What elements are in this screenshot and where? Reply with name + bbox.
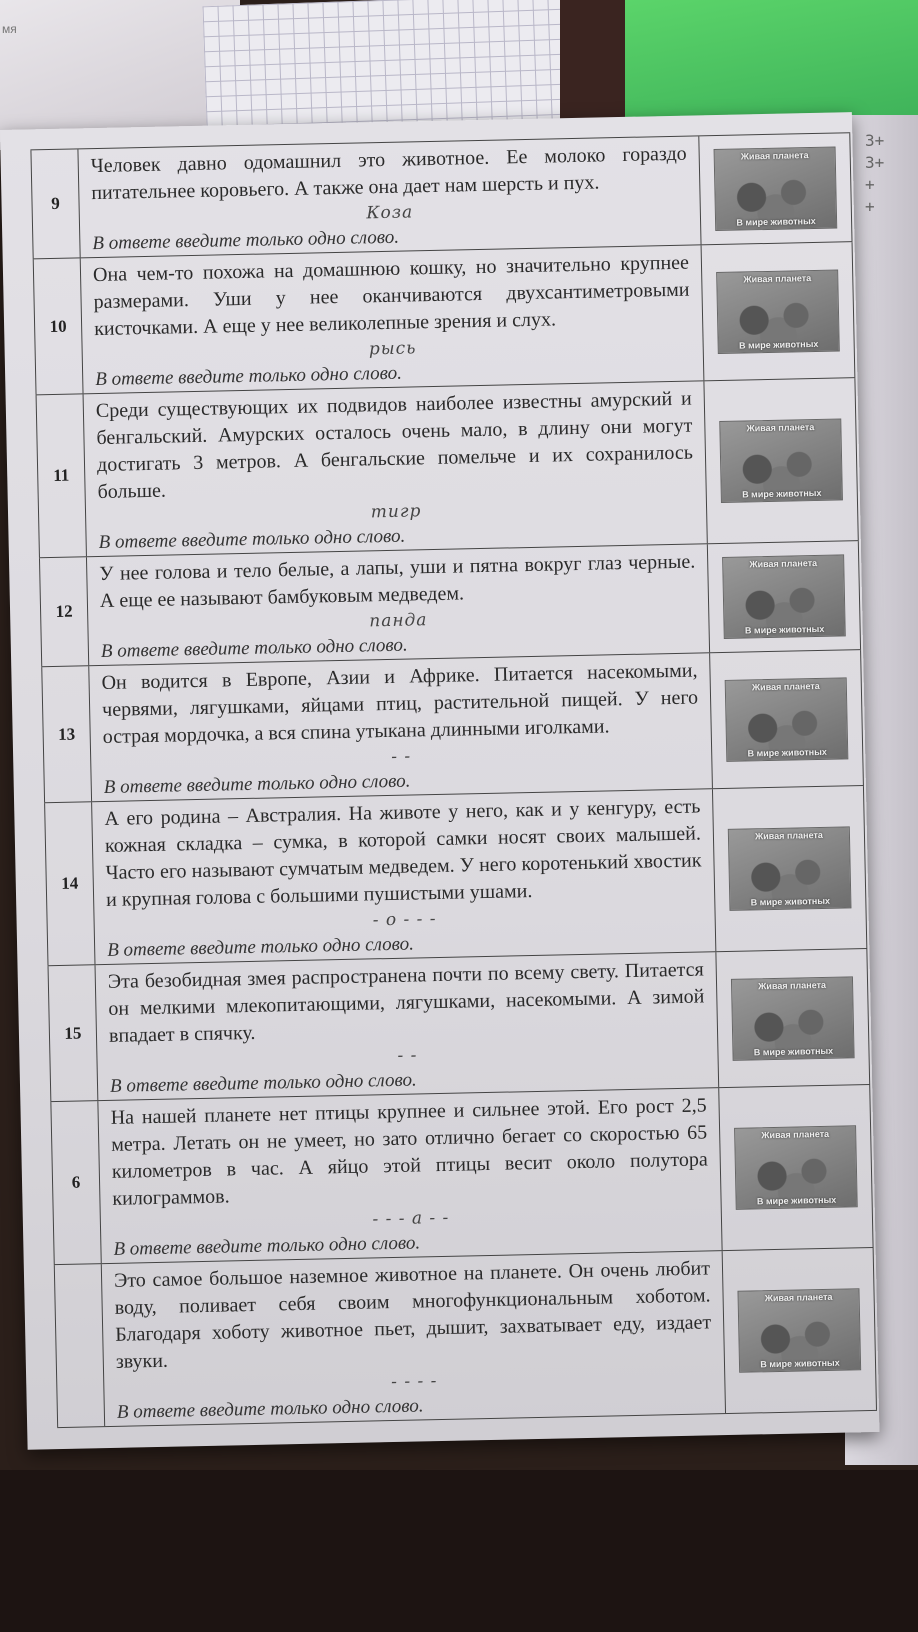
picture-title: Живая планета (758, 979, 827, 991)
picture-title: Живая планета (754, 829, 823, 842)
picture-caption: В мире животных (738, 338, 819, 351)
animal-picture (737, 1288, 861, 1373)
question-body (81, 245, 705, 393)
picture-cell (702, 242, 856, 380)
background-table-surface (0, 1470, 918, 1632)
question-body (89, 653, 713, 801)
handwritten-answer: рысь (368, 338, 417, 360)
question-text: Человек давно одомашнил это животное. Ее молоко гораздо питательнее коровьего. А также она дает нам шерсть и пух. (90, 142, 687, 205)
animal-picture (734, 1125, 858, 1210)
picture-cell (716, 949, 870, 1087)
question-number: 10 (33, 258, 84, 394)
picture-title: Живая планета (749, 557, 818, 570)
question-number (54, 1264, 105, 1427)
picture-title: Живая планета (740, 150, 809, 162)
worksheet-sheet (0, 112, 879, 1450)
answer-instruction: В ответе введите только одно слово. (103, 770, 411, 798)
question-text: Она чем-то похожа на домашнюю кошку, но значительно крупнее размерами. Уши у нее оканчиваются двухсантиметровыми кисточками. А еще у нее великолепные зрения и слух. (92, 251, 690, 341)
question-body (78, 136, 701, 257)
handwritten-answer: тигр (370, 501, 422, 523)
question-number: 11 (36, 394, 87, 557)
picture-cell (723, 1248, 877, 1413)
question-row (48, 949, 871, 1102)
question-number: 14 (44, 802, 95, 965)
answer-instruction: В ответе введите только одно слово. (92, 226, 400, 255)
answer-instruction: В ответе введите только одно слово. (113, 1232, 421, 1260)
question-number: 15 (48, 965, 99, 1101)
picture-caption: В мире животных (742, 487, 822, 500)
answer-instruction: В ответе введите только одно слово. (98, 525, 406, 554)
animal-picture (719, 418, 843, 503)
background-dark-gap (560, 0, 630, 120)
handwritten-answer: Коза (366, 202, 414, 224)
picture-caption: В мире животных (753, 1045, 834, 1057)
picture-title: Живая планета (751, 680, 820, 692)
picture-title: Живая планета (743, 272, 812, 284)
picture-caption: В мире животных (744, 623, 825, 636)
question-number: 13 (41, 666, 92, 802)
picture-title: Живая планета (764, 1291, 833, 1304)
answer-instruction: В ответе введите только одно слово. (116, 1395, 424, 1423)
handwritten-answer: - - - а - - (372, 1207, 450, 1230)
picture-cell (713, 786, 867, 951)
picture-cell (704, 378, 858, 543)
picture-caption: В мире животных (750, 895, 831, 908)
question-text: Среди существующих их подвидов наиболее известны амурский и бенгальский. Амурских осталось очень мало, в длину они могут достигать 3 метров. А бенгальские помельче и их сохранилось больше. (95, 387, 694, 504)
corner-text: мя (2, 22, 17, 36)
answer-instruction: В ответе введите только одно слово. (100, 634, 408, 662)
handwritten-answer: - - - - (390, 1371, 438, 1393)
question-row (50, 1085, 873, 1265)
question-text: Это самое большое наземное животное на планете. Он очень любит воду, поливает себя своим многофункциональным хоботом. Благодаря хоботу животное пьет, дышит, захватывает еду, издает звуки. (113, 1257, 712, 1373)
picture-title: Живая планета (761, 1128, 830, 1141)
handwritten-answer: - - (397, 1045, 418, 1066)
picture-caption: В мире животных (747, 746, 827, 758)
question-row (39, 541, 861, 667)
question-body (96, 952, 720, 1100)
question-row (44, 786, 867, 966)
picture-caption: В мире животных (736, 215, 816, 228)
animal-picture (728, 826, 852, 911)
question-row (54, 1248, 877, 1428)
picture-cell (708, 541, 861, 652)
animal-picture (722, 554, 846, 639)
picture-cell (710, 650, 864, 788)
right-handwritten-notes: 3+ 3+ + + (865, 131, 885, 216)
handwritten-answer: - - (391, 746, 412, 767)
question-text: Он водится в Европе, Азии и Африке. Питается насекомыми, червями, лягушками, яйцами птиц, растительной пищей. У него острая мордочка, а вся спина утыкана длинными иголками. (101, 659, 699, 748)
question-text: На нашей планете нет птицы крупнее и сильнее этой. Его рост 2,5 метра. Летать он не умеет, но зато отлично бегает со скоростью 65 километров в час. А яйцо этой птицы весит около полутора килограммов. (110, 1094, 708, 1210)
question-number: 6 (50, 1101, 101, 1264)
question-body (92, 789, 716, 964)
handwritten-answer: панда (369, 610, 428, 632)
background-green-surface (625, 0, 918, 118)
question-row (30, 133, 852, 259)
question-body (87, 544, 710, 665)
question-body (102, 1251, 726, 1426)
question-number: 9 (30, 149, 80, 258)
question-number: 12 (39, 557, 89, 666)
question-text: У нее голова и тело белые, а лапы, уши и пятна вокруг глаз черные. А еще ее называют бамбуковым медведем. (99, 550, 696, 613)
answer-instruction: В ответе введите только одно слово. (109, 1069, 417, 1097)
answer-instruction: В ответе введите только одно слово. (95, 362, 403, 391)
animal-picture (716, 269, 840, 354)
question-text: А его родина – Австралия. На животе у него, как и у кенгуру, есть кожная складка – сумка, в которой самки носят своих малышей. Часто его называют сумчатым медведем. У него коротенький хвостик и крупная голова с большими пушистыми ушами. (104, 795, 702, 911)
questions-table (30, 132, 877, 1428)
answer-instruction: В ответе введите только одно слово. (106, 933, 415, 961)
picture-caption: В мире животных (756, 1194, 837, 1207)
picture-caption: В мире животных (760, 1357, 840, 1370)
picture-cell (699, 133, 852, 244)
question-row (41, 650, 864, 803)
question-row (36, 378, 859, 558)
animal-picture (725, 677, 849, 762)
question-body (98, 1088, 722, 1263)
question-text: Эта безобидная змея распространена почти по всему свету. Питается он мелкими млекопитающими, лягушками, насекомыми. А зимой впадает в спячку. (107, 958, 705, 1047)
question-row (33, 242, 856, 395)
handwritten-answer: - о - - - (372, 909, 437, 931)
picture-title: Живая планета (746, 422, 815, 434)
question-body (84, 381, 708, 556)
animal-picture (714, 147, 838, 232)
animal-picture (731, 976, 855, 1061)
picture-cell (719, 1085, 873, 1250)
